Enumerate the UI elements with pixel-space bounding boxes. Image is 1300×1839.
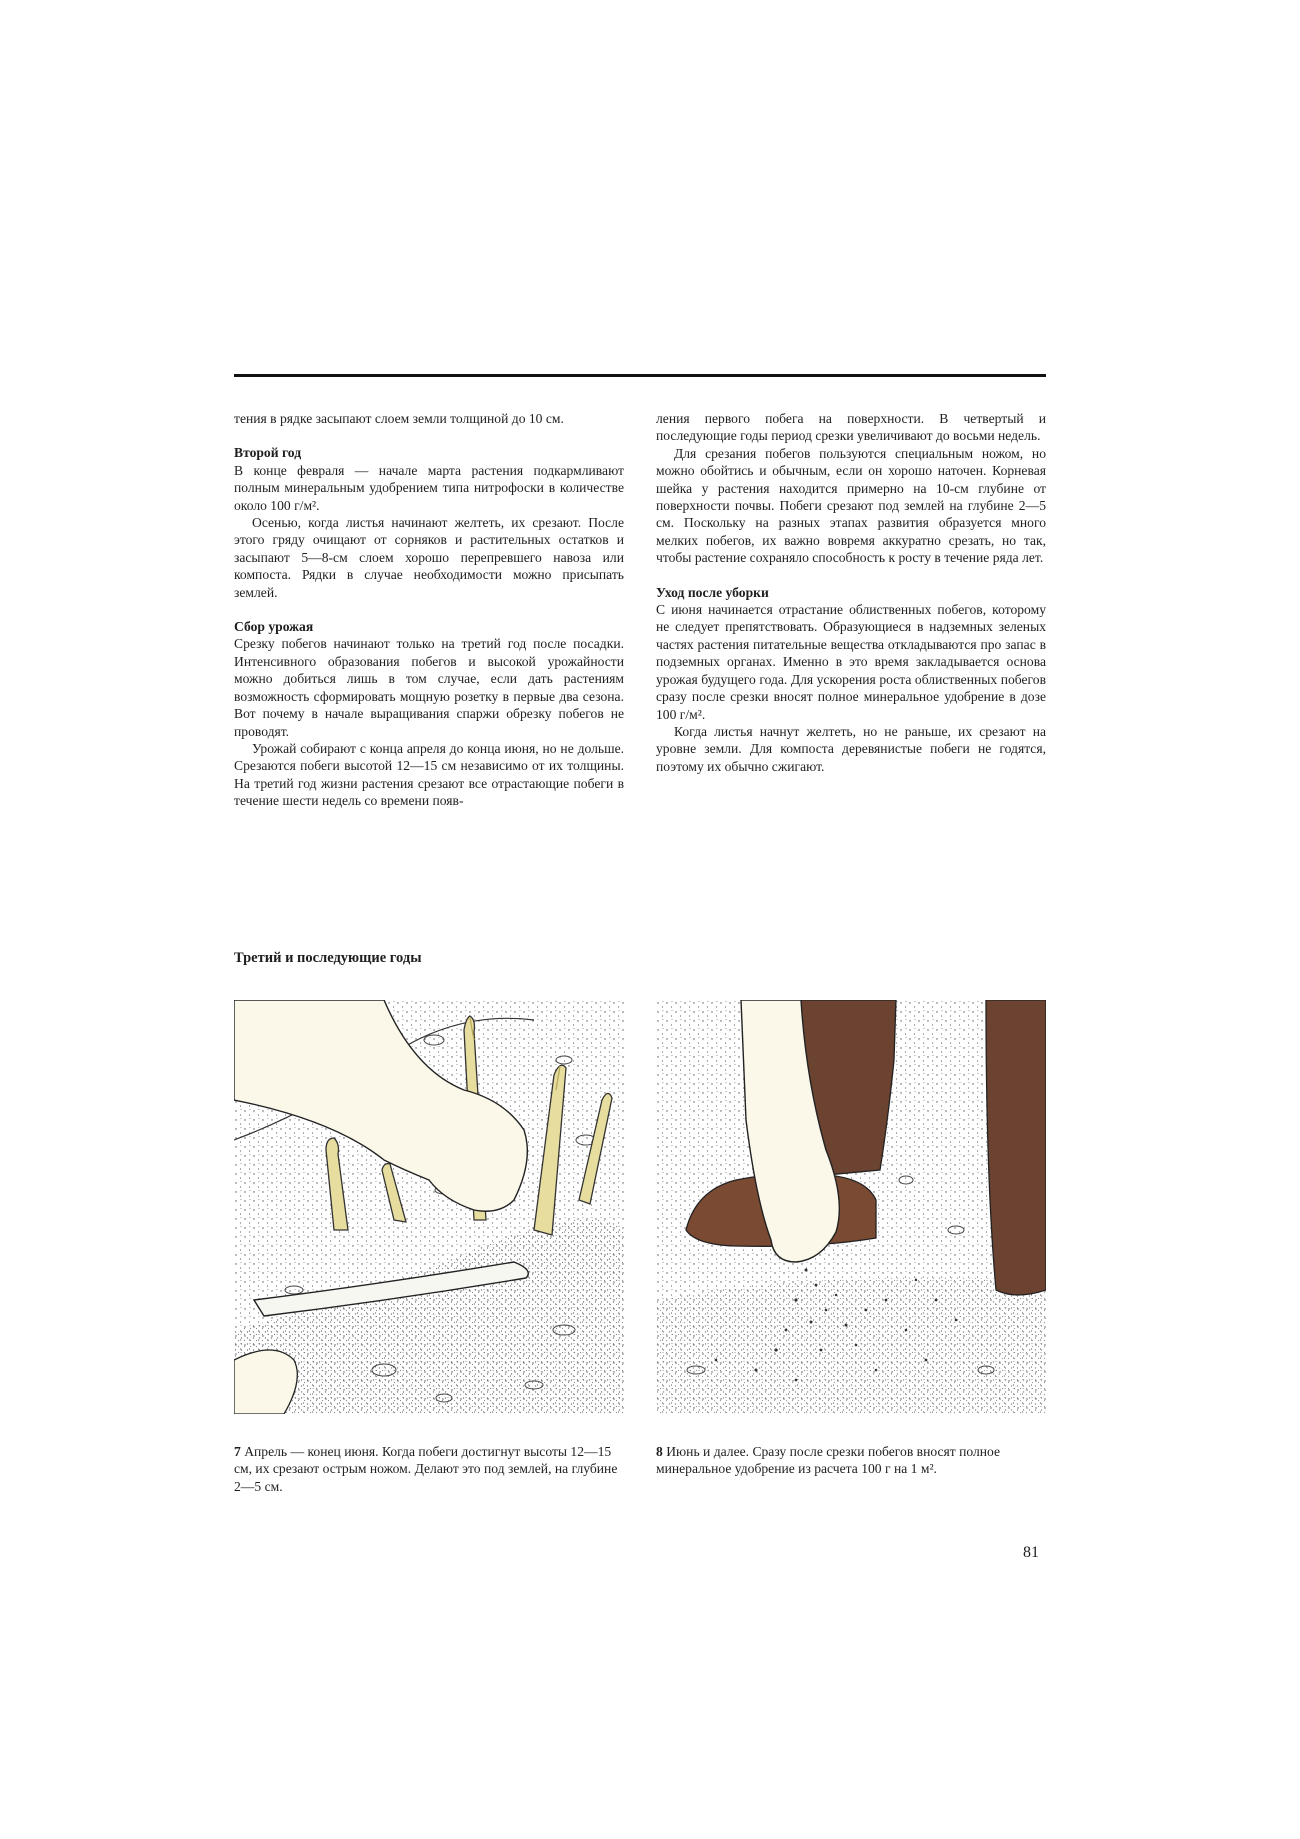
page-number: 81 — [1023, 1544, 1039, 1561]
figure-8-caption-text: Июнь и далее. Сразу после срезки побегов вносят полное минеральное удобрение из расчета 100 г на 1 м². — [656, 1444, 1001, 1477]
paragraph-intro: тения в рядке засыпают слоем земли толщиной до 10 см. — [234, 411, 564, 426]
heading-harvest: Сбор урожая — [234, 619, 314, 635]
left-column — [234, 410, 624, 810]
trouser-leg-right — [986, 1000, 1046, 1295]
paragraph-continuation: ления первого побега на поверхности. В четвертый и последующие годы период срезки увеличивают до восьми недель. — [656, 411, 1046, 444]
paragraph-knife: Для срезания побегов пользуются специальным ножом, но можно обойтись и обычным, если он хорошо наточен. Корневая шейка у растения находится примерно на 10-см глубине от поверхности почвы. Побеги срезают под землей на глубине 2—5 см. Поскольку на разных этапах развития образуется много мелких побегов, их важно вовремя аккуратно срезать, но так, чтобы растение сохраняло способность к росту в течение ряда лет. — [656, 445, 1046, 566]
paragraph-harvest-2: Урожай собирают с конца апреля до конца июня, но не дольше. Срезаются побеги высотой 12—15 см независимо от их толщины. На третий год жизни растения срезают все отрастающие побеги в течение шести недель со времени появ- — [234, 740, 624, 809]
paragraph-second-year-1: В конце февраля — начале марта растения подкармливают полным минеральным удобрением типа нитрофоски в количестве около 100 г/м². — [234, 462, 624, 513]
figure-7-illustration — [234, 1000, 624, 1414]
hand-left-knuckles — [234, 1350, 297, 1414]
figure-8-illustration — [656, 1000, 1046, 1414]
paragraph-second-year-2: Осенью, когда листья начинают желтеть, их срезают. После этого гряду очищают от сорняков и растительных остатков и засыпают 5—8-см слоем хорошо перепревшего навоза или компоста. Рядки в случае необходимости можно присыпать землей. — [234, 515, 624, 600]
right-column — [656, 410, 1046, 775]
section-title: Третий и последующие годы — [234, 950, 422, 966]
figure-7-caption-text: Апрель — конец июня. Когда побеги достигнут высоты 12—15 см, их срезают острым ножом. Делают это под землей, на глубине 2—5 см. — [234, 1444, 618, 1494]
figure-7-caption — [234, 1443, 624, 1495]
paragraph-after-harvest-2: Когда листья начнут желтеть, но не раньше, их срезают на уровне земли. Для компоста деревянистые побеги не годятся, поэтому их обычно сжигают. — [656, 723, 1046, 774]
figure-7-number: 7 — [234, 1444, 241, 1459]
figure-8-number: 8 — [656, 1444, 663, 1459]
soil-shading — [656, 1278, 1046, 1415]
figure-8-caption — [656, 1443, 1046, 1478]
paragraph-after-harvest-1: С июня начинается отрастание облиственных побегов, которому не следует препятствовать. Образующиеся в надземных зеленых частях растения питательные вещества откладываются про запас в подземных органах. Именно в это время закладывается основа урожая будущего года. Для ускорения роста облиственных побегов сразу после срезки вносят полное минеральное удобрение в дозе 100 г/м². — [656, 602, 1046, 722]
heading-second-year: Второй год — [234, 445, 302, 461]
header-rule — [234, 374, 1046, 377]
paragraph-harvest-1: Срезку побегов начинают только на третий год после посадки. Интенсивного образования побегов и высокой урожайности можно добиться лишь в том случае, если дать растениям возможность сформировать мощную розетку в первые два сезона. Вот почему в начале выращивания спаржи обрезку побегов не проводят. — [234, 636, 624, 739]
heading-after-harvest: Уход после уборки — [656, 584, 769, 600]
figure-7-drawing — [234, 1000, 624, 1414]
figure-8-drawing — [656, 1000, 1046, 1414]
